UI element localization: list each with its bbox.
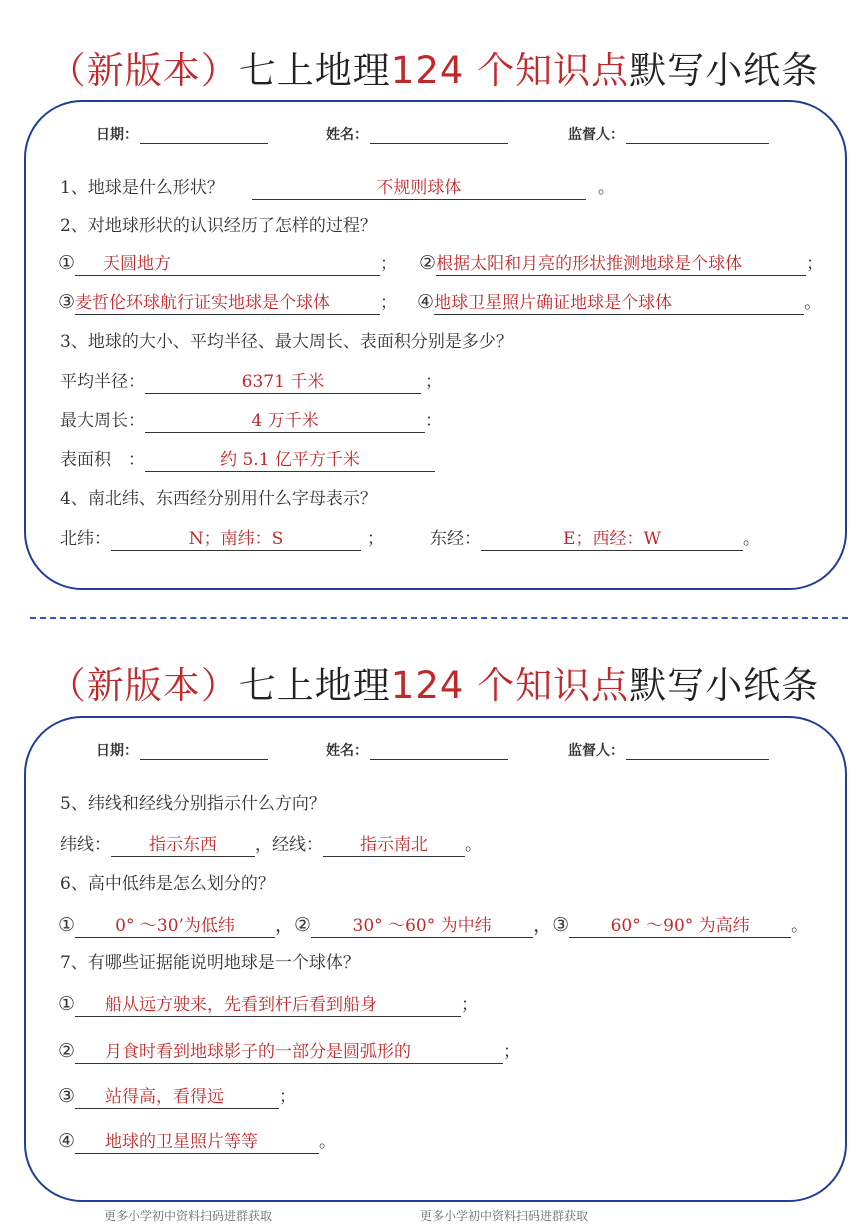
- q4-question: 4、南北纬、东西经分别用什么字母表示？: [60, 489, 377, 509]
- q3-circumference-row: 最大周长： 4 万千米 ：: [60, 411, 442, 431]
- footer-left: 更多小学初中资料扫码进群获取: [104, 1209, 273, 1223]
- name-field: 姓名：: [326, 124, 508, 144]
- q6-low-answer: 0° ～30’为低纬: [75, 915, 275, 938]
- q7-answer-1: 船从远方驶来，先看到杆后看到船身: [75, 994, 461, 1017]
- q1-answer: 不规则球体: [252, 177, 586, 200]
- q5-lon-answer: 指示南北: [323, 834, 465, 857]
- q7-row2: ② 月食时看到地球影子的一部分是圆弧形的 ；: [58, 1040, 521, 1062]
- date-line-2[interactable]: [140, 745, 268, 760]
- q2-answer-3: 麦哲伦环球航行证实地球是个球体: [75, 292, 380, 315]
- q7-row4: ④ 地球的卫星照片等等 。: [58, 1130, 337, 1152]
- q2-answer-1: 天圆地方: [75, 253, 380, 276]
- q3-area-row: 表面积 ： 约 5.1 亿平方千米: [60, 445, 435, 472]
- q7-answer-3: 站得高，看得远: [75, 1086, 279, 1109]
- supervisor-field: 监督人：: [568, 124, 769, 144]
- q3-radius-answer: 6371 千米: [145, 371, 421, 394]
- supervisor-line[interactable]: [626, 129, 769, 144]
- q6-row: ① 0° ～30’为低纬 ，② 30° ～60° 为中纬 ，③ 60° ～90° 为高纬 。: [58, 914, 809, 936]
- q2-answer-2: 根据太阳和月亮的形状推测地球是个球体: [436, 253, 806, 276]
- q2-row2: ③麦哲伦环球航行证实地球是个球体 ； ④地球卫星照片确证地球是个球体 。: [58, 291, 822, 313]
- q2-answer-4: 地球卫星照片确证地球是个球体: [434, 292, 804, 315]
- q3-area-answer: 约 5.1 亿平方千米: [145, 449, 435, 472]
- cut-line: [30, 617, 848, 619]
- q4-lon-answer: E；西经：W: [481, 528, 743, 551]
- q4-row: 北纬： N；南纬：S ； 东经： E；西经：W 。: [60, 529, 760, 549]
- date-line[interactable]: [140, 129, 268, 144]
- q2-question: 2、对地球形状的认识经历了怎样的过程？: [60, 216, 377, 236]
- q7-row3: ③ 站得高，看得远 ；: [58, 1085, 297, 1107]
- q7-question: 7、有哪些证据能说明地球是一个球体？: [60, 953, 360, 973]
- q5-question: 5、纬线和经线分别指示什么方向？: [60, 794, 326, 814]
- q3-circumference-answer: 4 万千米: [145, 410, 425, 433]
- supervisor-line-2[interactable]: [626, 745, 769, 760]
- date-field: 日期：: [96, 124, 268, 144]
- footer-right: 更多小学初中资料扫码进群获取: [420, 1209, 589, 1223]
- q1-row: 1、地球是什么形状？ 不规则球体 。: [60, 178, 615, 198]
- q2-row1: ① 天圆地方 ； ②根据太阳和月亮的形状推测地球是个球体 ；: [58, 252, 824, 274]
- q6-mid-answer: 30° ～60° 为中纬: [311, 915, 533, 938]
- q6-high-answer: 60° ～90° 为高纬: [569, 915, 791, 938]
- q4-lat-answer: N；南纬：S: [111, 528, 361, 551]
- name-line[interactable]: [370, 129, 508, 144]
- date-field-2: 日期：: [96, 740, 268, 760]
- supervisor-field-2: 监督人：: [568, 740, 769, 760]
- q5-lat-answer: 指示东西: [111, 834, 255, 857]
- name-line-2[interactable]: [370, 745, 508, 760]
- name-field-2: 姓名：: [326, 740, 508, 760]
- q3-question: 3、地球的大小、平均半径、最大周长、表面积分别是多少？: [60, 332, 513, 352]
- q7-answer-4: 地球的卫星照片等等: [75, 1131, 319, 1154]
- sheet2-title: （新版本）七上地理124 个知识点默写小纸条: [48, 664, 820, 707]
- q6-question: 6、高中低纬是怎么划分的？: [60, 874, 275, 894]
- q7-answer-2: 月食时看到地球影子的一部分是圆弧形的: [75, 1041, 503, 1064]
- sheet1-title: （新版本）七上地理124 个知识点默写小纸条: [48, 49, 820, 92]
- q7-row1: ① 船从远方驶来，先看到杆后看到船身 ；: [58, 993, 479, 1015]
- q3-radius-row: 平均半径： 6371 千米 ；: [60, 372, 442, 392]
- q5-row: 纬线： 指示东西 ，经线： 指示南北 。: [60, 835, 482, 855]
